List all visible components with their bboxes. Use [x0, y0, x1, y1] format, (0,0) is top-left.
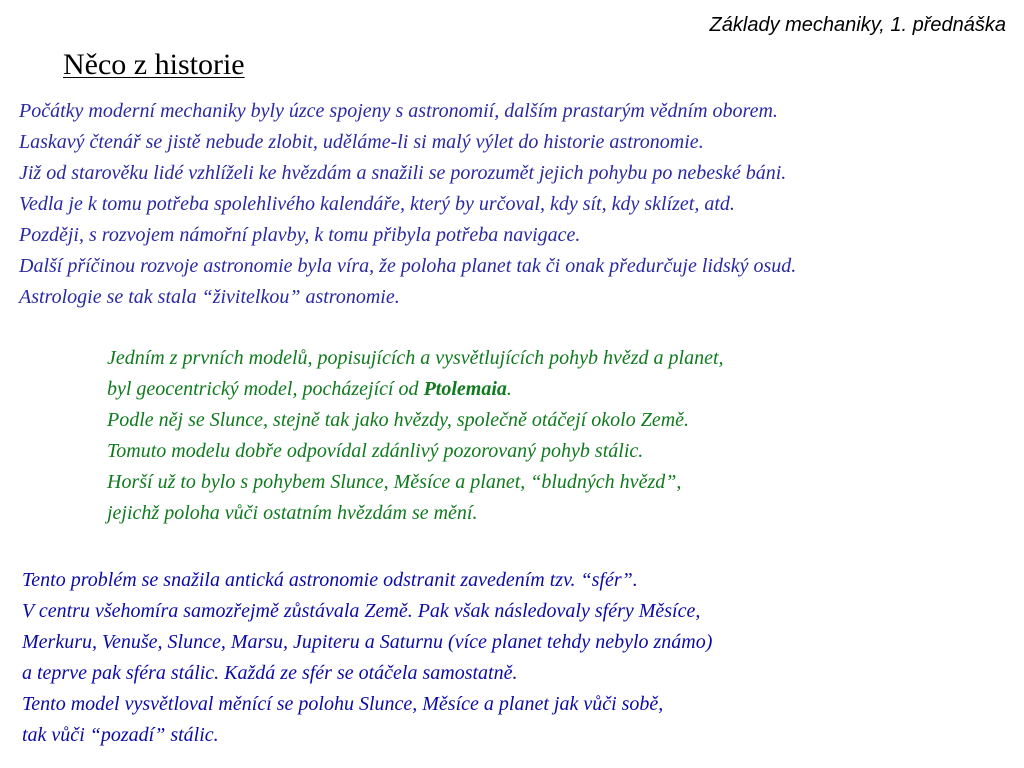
- models-line: Tomuto modelu dobře odpovídal zdánlivý pozorovaný pohyb stálic.: [107, 440, 644, 462]
- models-line: jejichž poloha vůči ostatním hvězdám se mění.: [107, 502, 478, 524]
- course-title: Základy mechaniky, 1. přednáška: [709, 14, 1006, 36]
- spheres-line: V centru všehomíra samozřejmě zůstávala Země. Pak však následovaly sféry Měsíce,: [22, 600, 701, 622]
- models-line: Podle něj se Slunce, stejně tak jako hvězdy, společně otáčejí okolo Země.: [107, 409, 690, 431]
- intro-line: Později, s rozvojem námořní plavby, k tomu přibyla potřeba navigace.: [19, 224, 581, 246]
- intro-line: Laskavý čtenář se jistě nebude zlobit, uděláme-li si malý výlet do historie astronomie.: [19, 131, 704, 153]
- models-line-prefix: byl geocentrický model, pocházející od: [107, 378, 424, 400]
- intro-line: Vedla je k tomu potřeba spolehlivého kalendáře, který by určoval, kdy sít, kdy sklízet, atd.: [19, 193, 735, 215]
- models-line-suffix: .: [506, 378, 512, 400]
- intro-line: Již od starověku lidé vzhlíželi ke hvězdám a snažili se porozumět jejich pohybu po nebeské báni.: [19, 162, 787, 184]
- intro-line: Další příčinou rozvoje astronomie byla víra, že poloha planet tak či onak předurčuje lidský osud.: [19, 255, 797, 277]
- slide-title: Něco z historie: [63, 48, 245, 81]
- geocentric-model-paragraph: [107, 343, 724, 529]
- models-line: [107, 374, 724, 405]
- models-line: Jedním z prvních modelů, popisujících a vysvětlujících pohyb hvězd a planet,: [107, 347, 724, 369]
- ptolemy-name: Ptolemaia: [423, 378, 507, 400]
- intro-line: Astrologie se tak stala “živitelkou” astronomie.: [19, 286, 400, 308]
- spheres-line: tak vůči “pozadí” stálic.: [22, 724, 219, 746]
- spheres-line: Merkuru, Venuše, Slunce, Marsu, Jupiteru a Saturnu (více planet tehdy nebylo známo): [22, 631, 713, 653]
- models-line: Horší už to bylo s pohybem Slunce, Měsíce a planet, “bludných hvězd”,: [107, 471, 682, 493]
- intro-paragraph: [19, 96, 796, 313]
- spheres-paragraph: [22, 565, 712, 751]
- spheres-line: Tento problém se snažila antická astronomie odstranit zavedením tzv. “sfér”.: [22, 569, 638, 591]
- spheres-line: a teprve pak sféra stálic. Každá ze sfér se otáčela samostatně.: [22, 662, 518, 684]
- intro-line: Počátky moderní mechaniky byly úzce spojeny s astronomií, dalším prastarým vědním oborem.: [19, 100, 778, 122]
- spheres-line: Tento model vysvětloval měnící se polohu Slunce, Měsíce a planet jak vůči sobě,: [22, 693, 664, 715]
